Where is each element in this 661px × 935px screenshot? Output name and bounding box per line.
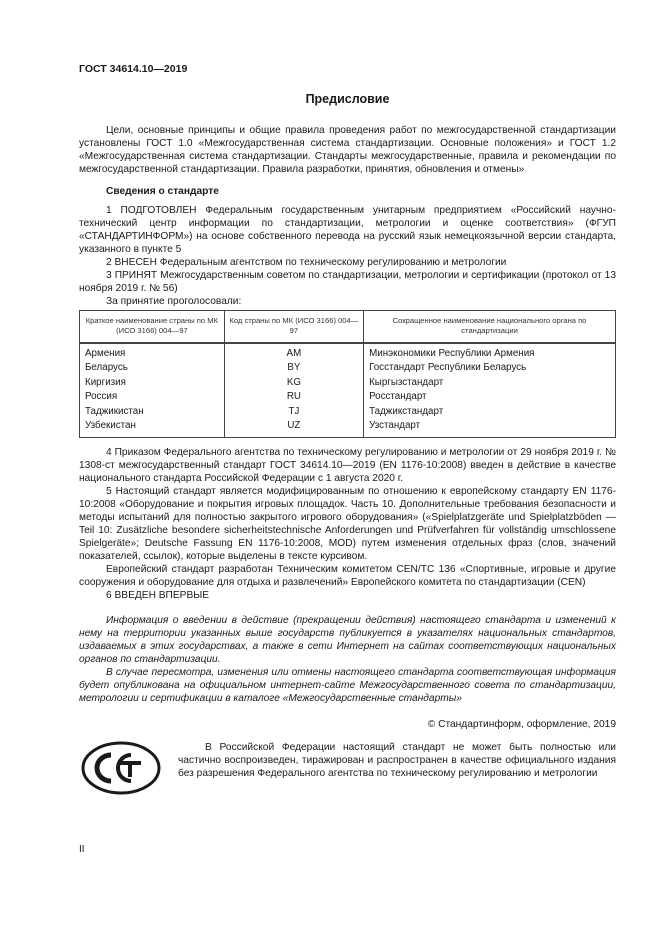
copyright: © Стандартинформ, оформление, 2019 — [427, 719, 616, 731]
country-code: KG — [224, 376, 363, 390]
table-row — [80, 405, 616, 419]
standards-body: Минэкономики Республики Армения — [364, 343, 616, 361]
country-code: AM — [224, 343, 363, 361]
item-6: 6 ВВЕДЕН ВПЕРВЫЕ — [106, 590, 210, 602]
country-code: UZ — [224, 419, 363, 438]
item-3-votes-intro: За принятие проголосовали: — [106, 296, 242, 307]
standard-id: ГОСТ 34614.10—2019 — [79, 63, 188, 75]
table-row — [80, 419, 616, 438]
notice-publication: Информация о введении в действие (прекращении действия) настоящего стандарта и изменений к нему на территории указанных выше государств публикуется в указателях национальных стандартов, издаваемых в этих государствах, а также в сети Интернет на сайтах соответствующих национальных органов по стандартизации. — [79, 615, 616, 666]
standards-body: Госстандарт Республики Беларусь — [364, 361, 616, 375]
document-body — [79, 124, 616, 821]
item-4: 4 Приказом Федерального агентства по техническому регулированию и метрологии от 29 ноября 2019 г. № 1308-ст межгосударственный стандарт ГОСТ 34614.10—2019 (EN 1176-10:2008) введен в действие в качестве национального стандарта Российской Федерации с 1 августа 2020 г. — [79, 447, 616, 485]
rights-section — [79, 741, 616, 821]
notice-block — [79, 614, 616, 705]
page-title: Предисловие — [305, 92, 390, 106]
table-header-row — [80, 311, 616, 344]
table-row — [80, 390, 616, 404]
country-code: RU — [224, 390, 363, 404]
country-name: Беларусь — [80, 361, 225, 375]
standards-body: Росстандарт — [364, 390, 616, 404]
country-name: Узбекистан — [80, 419, 225, 438]
item-3: 3 ПРИНЯТ Межгосударственным советом по стандартизации, метрологии и сертификации (протокол от 13 ноября 2019 г. № 56) — [79, 270, 616, 294]
country-code: BY — [224, 361, 363, 375]
country-name: Армения — [80, 343, 225, 361]
item-2: 2 ВНЕСЕН Федеральным агентством по техническому регулированию и метрологии — [106, 257, 507, 268]
country-code: TJ — [224, 405, 363, 419]
country-name: Киргизия — [80, 376, 225, 390]
item-1: 1 ПОДГОТОВЛЕН Федеральным государственным унитарным предприятием «Российский научно-технический центр информации по стандартизации, метрологии и оценке соответствия» (ФГУП «СТАНДАРТИНФОРМ») на основе собственного перевода на русский язык немецкоязычной версии стандарта, указанного в пункте 5 — [79, 205, 616, 255]
country-name: Таджикистан — [80, 405, 225, 419]
section-title: Сведения о стандарте — [106, 186, 219, 197]
standards-body: Кыргызстандарт — [364, 376, 616, 390]
rst-certification-mark-icon — [81, 741, 161, 795]
item-5: 5 Настоящий стандарт является модифицированным по отношению к европейскому стандарту EN 1176-10:2008 «Оборудование и покрытия игровых площадок. Часть 10. Дополнительные требования безопасности и методы испытаний для полностью закрытого игрового оборудования» («Spielplatzgeräte und Spielplatzböden — Teil 10: Zusätzliche besondere sicherheitstechnische Anforderungen und Prüfverfahren für vollständig umschlossene Spielgeräte»; Deutsche Fassung EN 1176-10:2008, MOD) путем изменения отдельных фраз (слов, значений показателей, ссылок), которые выделены в тексте курсивом. — [79, 486, 616, 563]
table-row — [80, 376, 616, 390]
header-standards-body: Сокращенное наименование национального органа по стандартизации — [364, 311, 616, 344]
intro-paragraph: Цели, основные принципы и общие правила проведения работ по межгосударственной стандартизации установлены ГОСТ 1.0 «Межгосударственная система стандартизации. Основные положения» и ГОСТ 1.2 «Межгосударственная система стандартизации. Стандарты межгосударственные, правила и рекомендации по межгосударственной стандартизации. Правила разработки, принятия, обновления и отмены» — [79, 125, 616, 175]
header-country-name: Краткое наименование страны по МК (ИСО 3166) 004—97 — [80, 311, 225, 344]
country-name: Россия — [80, 390, 225, 404]
standards-body: Таджикстандарт — [364, 405, 616, 419]
page-number: II — [79, 844, 85, 855]
header-country-code: Код страны по МК (ИСО 3166) 004—97 — [224, 311, 363, 344]
table-row — [80, 343, 616, 361]
voting-table — [79, 310, 616, 438]
item-5-origin: Европейский стандарт разработан Техническим комитетом CEN/TC 136 «Спортивные, игровые и другие сооружения и оборудование для отдыха и развлечений» Европейского комитета по стандартизации (CEN) — [79, 564, 616, 589]
rights-notice: В Российской Федерации настоящий стандарт не может быть полностью или частично воспроизведен, тиражирован и распространен в качестве официального издания без разрешения Федерального агентства по техническому регулированию и метрологии — [178, 742, 616, 780]
notice-revision: В случае пересмотра, изменения или отмены настоящего стандарта соответствующая информация будет опубликована на официальном интернет-сайте Межгосударственного совета по стандартизации, метрологии и сертификации в каталоге «Межгосударственные стандарты» — [79, 667, 616, 705]
standards-body: Узстандарт — [364, 419, 616, 438]
table-row — [80, 361, 616, 375]
